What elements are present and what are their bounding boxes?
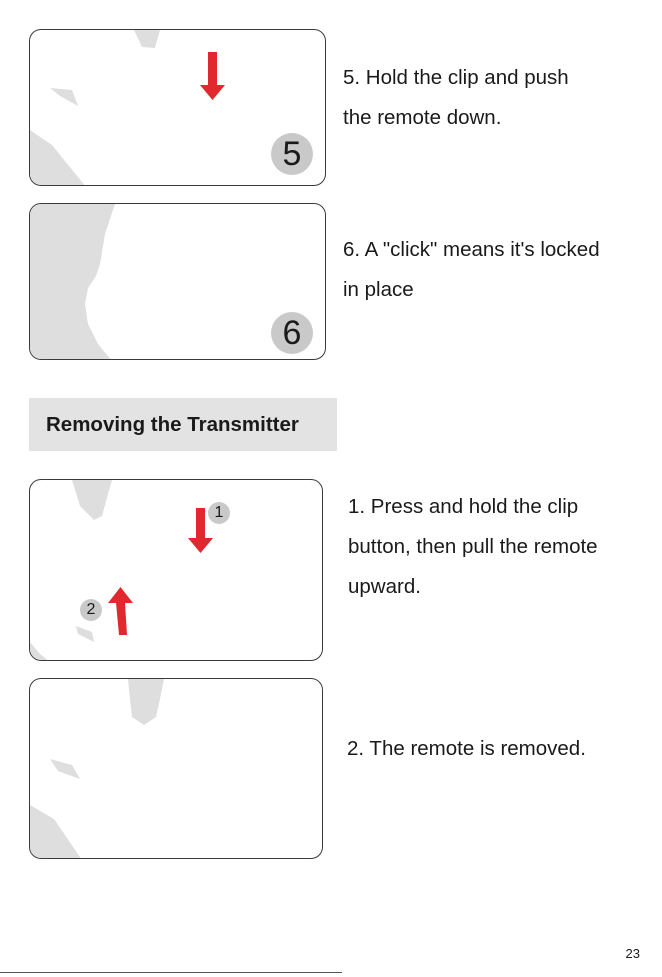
remove-step-2-caption xyxy=(347,729,586,769)
footer-divider xyxy=(0,972,342,973)
shade-shape xyxy=(30,805,82,859)
illustration-remove-step-2 xyxy=(29,678,323,859)
caption-line: 2. The remote is removed. xyxy=(347,737,586,760)
step-number-badge: 5 xyxy=(271,133,313,175)
caption-line: 1. Press and hold the clip xyxy=(348,495,579,518)
shade-shape xyxy=(128,679,164,725)
remote-clip-illustration xyxy=(30,480,323,661)
illustration-remove-step-1 xyxy=(29,479,323,661)
shade-shape xyxy=(50,759,80,779)
shade-shape xyxy=(30,642,50,661)
caption-line: upward. xyxy=(348,575,421,598)
illustration-step-6 xyxy=(29,203,326,360)
remote-clip-illustration xyxy=(30,679,323,859)
page-number: 23 xyxy=(625,946,640,961)
shade-shape xyxy=(30,130,86,186)
section-title: Removing the Transmitter xyxy=(29,398,337,451)
step-6-caption xyxy=(343,230,600,310)
caption-line: 6. A "click" means it's locked xyxy=(343,238,600,261)
caption-line: button, then pull the remote xyxy=(348,535,598,558)
caption-line: the remote down. xyxy=(343,106,502,129)
shade-shape xyxy=(76,626,94,642)
step-badge-2: 2 xyxy=(80,599,102,621)
shade-shape xyxy=(50,88,78,106)
step-5-caption xyxy=(343,58,569,138)
step-badge-1: 1 xyxy=(208,502,230,524)
step-number-badge: 6 xyxy=(271,312,313,354)
illustration-step-5 xyxy=(29,29,326,186)
caption-line: 5. Hold the clip and push xyxy=(343,66,569,89)
arrow-down-icon xyxy=(200,52,225,100)
caption-line: in place xyxy=(343,278,414,301)
shade-shape xyxy=(134,30,160,48)
shade-shape xyxy=(30,204,115,360)
remove-step-1-caption xyxy=(348,487,598,607)
shade-shape xyxy=(72,480,112,520)
arrow-up-icon xyxy=(108,587,133,635)
